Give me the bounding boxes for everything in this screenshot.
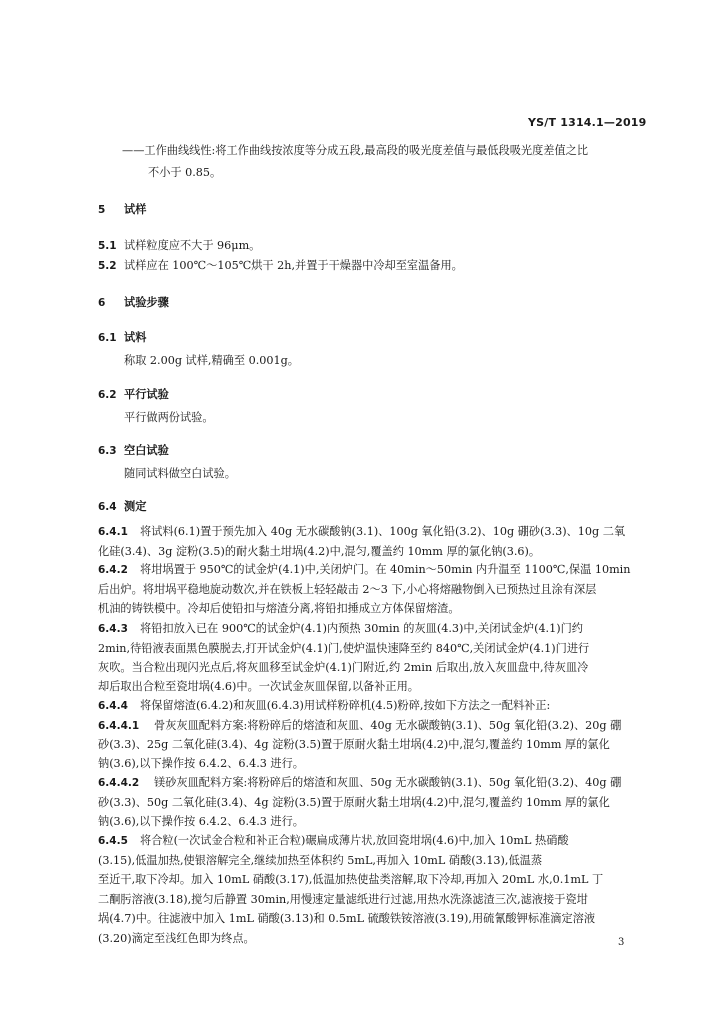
clause-number: 6.4.2 xyxy=(98,564,128,576)
section-5-heading xyxy=(98,203,146,217)
clause-text: 试样粒度应不大于 96μm。 xyxy=(124,239,261,252)
document-code: YS/T 1314.1—2019 xyxy=(528,116,647,129)
clause-6-4-4-1-line-2: 砂(3.3)、25g 二氧化硅(3.4)、4g 淀粉(3.5)置于原耐火黏土坩埚(4.2)中,混匀,覆盖约 10mm 厚的氯化 xyxy=(98,738,610,751)
clause-text: 将保留熔渣(6.4.2)和灰皿(6.4.3)用试样粉碎机(4.5)粉碎,按如下方法之一配料补正: xyxy=(140,699,551,712)
clause-6-4-4-1-line-1 xyxy=(98,719,621,733)
clause-6-4-2-line-3: 机油的铸铁模中。冷却后使铅扣与熔渣分离,将铅扣捶成立方体保留熔渣。 xyxy=(98,602,460,615)
clause-6-4-3-line-2: 2min,待铅液表面黑色膜脱去,打开试金炉(4.1)门,使炉温快速降至约 840℃,关闭试金炉(4.1)门进行 xyxy=(98,642,590,655)
section-title: 试样 xyxy=(124,203,147,216)
clause-6-2-text: 平行做两份试验。 xyxy=(124,411,214,424)
clause-6-1-heading xyxy=(98,331,146,345)
clause-5-1 xyxy=(98,239,260,253)
clause-6-4-3-line-3: 灰吹。当合粒出现闪光点后,将灰皿移至试金炉(4.1)门附近,约 2min 后取出,放入灰皿盘中,待灰皿冷 xyxy=(98,661,589,674)
clause-6-4-1-line-2: 化硅(3.4)、3g 淀粉(3.5)的耐火黏土坩埚(4.2)中,混匀,覆盖约 10mm 厚的氯化钠(3.6)。 xyxy=(98,545,541,558)
clause-text: 镁砂灰皿配料方案:将粉碎后的熔渣和灰皿、50g 无水碳酸钠(3.1)、50g 氧化铅(3.2)、40g 硼 xyxy=(154,776,622,789)
page-number: 3 xyxy=(618,937,625,948)
intro-line-1: ——工作曲线线性:将工作曲线按浓度等分成五段,最高段的吸光度差值与最低段吸光度差值之比 xyxy=(122,144,589,157)
clause-6-4-4-1-line-3: 钠(3.6),以下操作按 6.4.2、6.4.3 进行。 xyxy=(98,757,304,770)
clause-5-2 xyxy=(98,259,463,273)
clause-text: 试样应在 100℃～105℃烘干 2h,并置于干燥器中冷却至室温备用。 xyxy=(124,259,463,272)
clause-number: 6.4.1 xyxy=(98,526,128,538)
clause-6-4-4-2-line-1 xyxy=(98,776,621,790)
intro-line-2: 不小于 0.85。 xyxy=(148,166,222,179)
section-number: 5 xyxy=(98,204,106,216)
section-number: 6 xyxy=(98,297,106,309)
clause-number: 6.4.4.1 xyxy=(98,720,140,732)
clause-number: 6.2 xyxy=(98,389,117,401)
clause-6-4-4-2-line-3: 钠(3.6),以下操作按 6.4.2、6.4.3 进行。 xyxy=(98,815,304,828)
clause-number: 6.4 xyxy=(98,501,117,513)
clause-6-4-4-2-line-2: 砂(3.3)、50g 二氧化硅(3.4)、4g 淀粉(3.5)置于原耐火黏土坩埚(4.2)中,混匀,覆盖约 10mm 厚的氯化 xyxy=(98,796,610,809)
clause-6-4-5-line-1 xyxy=(98,834,569,848)
clause-title: 测定 xyxy=(124,500,147,513)
clause-text: 将铅扣放入已在 900℃的试金炉(4.1)内预热 30min 的灰皿(4.3)中,关闭试金炉(4.1)门约 xyxy=(140,622,583,635)
clause-6-3-heading xyxy=(98,444,169,458)
clause-number: 5.2 xyxy=(98,260,117,272)
clause-6-4-3-line-4: 却后取出合粒至瓷坩埚(4.6)中。一次试金灰皿保留,以备补正用。 xyxy=(98,680,419,693)
clause-text: 将合粒(一次试金合粒和补正合粒)碾扁成薄片状,放回瓷坩埚(4.6)中,加入 10mL 热硝酸 xyxy=(140,834,569,847)
clause-text: 将坩埚置于 950℃的试金炉(4.1)中,关闭炉门。在 40min～50min 内升温至 1100℃,保温 10min xyxy=(140,563,631,576)
clause-number: 6.4.4.2 xyxy=(98,777,140,789)
clause-text: 骨灰灰皿配料方案:将粉碎后的熔渣和灰皿、40g 无水碳酸钠(3.1)、50g 氧化铅(3.2)、20g 硼 xyxy=(154,719,622,732)
clause-6-4-5-line-4: 二酮肟溶液(3.18),搅匀后静置 30min,用慢速定量滤纸进行过滤,用热水洗涤滤渣三次,滤液接于瓷坩 xyxy=(98,893,588,906)
clause-title: 平行试验 xyxy=(124,388,169,401)
clause-number: 6.3 xyxy=(98,445,117,457)
clause-6-4-5-line-6: (3.20)滴定至浅红色即为终点。 xyxy=(98,932,255,945)
clause-number: 6.4.4 xyxy=(98,700,128,712)
clause-6-4-5-line-2: (3.15),低温加热,使银溶解完全,继续加热至体积约 5mL,再加入 10mL 硝酸(3.13),低温蒸 xyxy=(98,854,543,867)
clause-6-4-5-line-5: 埚(4.7)中。往滤液中加入 1mL 硝酸(3.13)和 0.5mL 硫酸铁铵溶液(3.19),用硫氰酸钾标准滴定溶液 xyxy=(98,912,596,925)
clause-title: 试料 xyxy=(124,331,147,344)
clause-6-4-3-line-1 xyxy=(98,622,583,636)
clause-number: 6.1 xyxy=(98,332,117,344)
clause-text: 将试料(6.1)置于预先加入 40g 无水碳酸钠(3.1)、100g 氧化铅(3.2)、10g 硼砂(3.3)、10g 二氧 xyxy=(140,525,626,538)
clause-6-4-2-line-1 xyxy=(98,563,630,577)
clause-6-3-text: 随同试料做空白试验。 xyxy=(124,467,236,480)
clause-6-4-2-line-2: 后出炉。将坩埚平稳地旋动数次,并在铁板上轻轻敲击 2～3 下,小心将熔融物倒入已预热过且涂有深层 xyxy=(98,583,597,596)
clause-6-4-4-line-1 xyxy=(98,699,550,713)
section-6-heading xyxy=(98,296,169,310)
clause-6-4-5-line-3: 至近干,取下冷却。加入 10mL 硝酸(3.17),低温加热使盐类溶解,取下冷却,再加入 20mL 水,0.1mL 丁 xyxy=(98,873,604,886)
clause-6-2-heading xyxy=(98,388,169,402)
clause-6-4-heading xyxy=(98,500,146,514)
clause-6-1-text: 称取 2.00g 试样,精确至 0.001g。 xyxy=(124,354,299,367)
clause-number: 6.4.3 xyxy=(98,623,128,635)
clause-number: 6.4.5 xyxy=(98,835,128,847)
clause-number: 5.1 xyxy=(98,240,117,252)
section-title: 试验步骤 xyxy=(124,296,169,309)
clause-6-4-1-line-1 xyxy=(98,525,625,539)
clause-title: 空白试验 xyxy=(124,444,169,457)
